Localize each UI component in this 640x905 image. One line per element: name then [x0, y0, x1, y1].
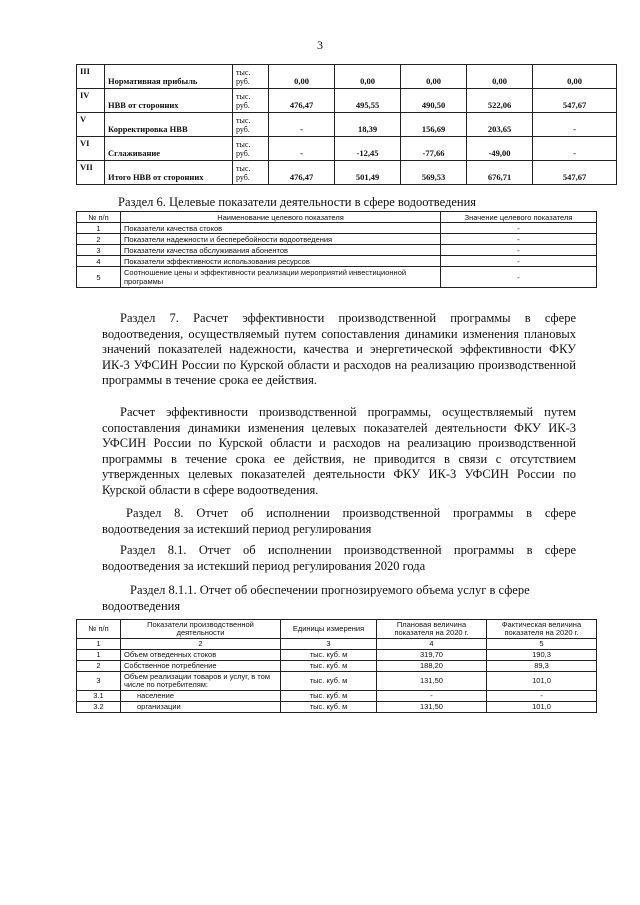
- row-number: VII: [77, 161, 105, 185]
- row-value: 490,50: [401, 89, 467, 113]
- row-unit: тыс. руб.: [233, 65, 269, 89]
- row-fact: 89,3: [487, 661, 597, 672]
- row-value: -77,66: [401, 137, 467, 161]
- row-fact: 101,0: [487, 702, 597, 713]
- row-value: 0,00: [269, 65, 335, 89]
- table-row: [77, 161, 617, 185]
- row-name: Соотношение цены и эффективности реализации мероприятий инвестиционной программы: [121, 267, 441, 288]
- row-value: 547,67: [533, 161, 617, 185]
- row-number: IV: [77, 89, 105, 113]
- row-number: 3: [77, 245, 121, 256]
- row-value: -49,00: [467, 137, 533, 161]
- row-plan: 131,50: [377, 672, 487, 691]
- row-value: -12,45: [335, 137, 401, 161]
- section81-heading: Раздел 8.1. Отчет об исполнении производственной программы в сфере водоотведения за истекший период регулирования 2020 года: [102, 543, 576, 573]
- row-unit: тыс. руб.: [233, 113, 269, 137]
- row-number: 3.1: [77, 691, 121, 702]
- row-value: 0,00: [533, 65, 617, 89]
- column-number: 1: [77, 639, 121, 650]
- service-volume-table: [76, 619, 597, 713]
- row-number: 3.2: [77, 702, 121, 713]
- row-number: 5: [77, 267, 121, 288]
- header-value: Значение целевого показателя: [441, 212, 597, 223]
- row-name: население: [121, 691, 281, 702]
- row-value: -: [441, 267, 597, 288]
- column-number: 4: [377, 639, 487, 650]
- row-value: -: [269, 137, 335, 161]
- row-value: 476,47: [269, 89, 335, 113]
- column-number: 2: [121, 639, 281, 650]
- row-value: 476,47: [269, 161, 335, 185]
- row-value: 18,39: [335, 113, 401, 137]
- section811-heading: [102, 583, 576, 614]
- row-plan: 131,50: [377, 702, 487, 713]
- row-value: 569,53: [401, 161, 467, 185]
- financial-table: [76, 64, 617, 185]
- section6-heading: Раздел 6. Целевые показатели деятельности в сфере водоотведения: [118, 195, 477, 209]
- row-value: -: [441, 234, 597, 245]
- row-number: VI: [77, 137, 105, 161]
- row-plan: 188,20: [377, 661, 487, 672]
- table-header-row: [77, 620, 597, 639]
- row-value: -: [441, 223, 597, 234]
- section811-heading-line2: водоотведения: [102, 598, 181, 613]
- row-unit: тыс. куб. м: [281, 661, 377, 672]
- row-number: 4: [77, 256, 121, 267]
- row-fact: 190,3: [487, 650, 597, 661]
- header-cell: Плановая величина показателя на 2020 г.: [377, 620, 487, 639]
- row-unit: тыс. руб.: [233, 161, 269, 185]
- table-row: [77, 223, 597, 234]
- row-value: 547,67: [533, 89, 617, 113]
- row-number: V: [77, 113, 105, 137]
- target-indicators-table: [76, 211, 597, 288]
- row-name: Сглаживание: [105, 137, 233, 161]
- row-name: Объем отведенных стоков: [121, 650, 281, 661]
- row-unit: тыс. руб.: [233, 89, 269, 113]
- row-value: 495,55: [335, 89, 401, 113]
- table-row: [77, 672, 597, 691]
- row-number: 3: [77, 672, 121, 691]
- page-number: 3: [317, 38, 323, 52]
- row-name: Нормативная прибыль: [105, 65, 233, 89]
- row-fact: 101,0: [487, 672, 597, 691]
- header-name: Наименование целевого показателя: [121, 212, 441, 223]
- row-value: -: [269, 113, 335, 137]
- row-value: 0,00: [467, 65, 533, 89]
- row-value: -: [533, 113, 617, 137]
- row-number: 2: [77, 234, 121, 245]
- table-row: [77, 256, 597, 267]
- header-num: № п/п: [77, 212, 121, 223]
- section8-heading: Раздел 8. Отчет об исполнении производственной программы в сфере водоотведения за истекший период регулирования: [102, 506, 576, 536]
- row-plan: -: [377, 691, 487, 702]
- row-value: 156,69: [401, 113, 467, 137]
- row-name: Собственное потребление: [121, 661, 281, 672]
- row-value: 0,00: [401, 65, 467, 89]
- row-plan: 319,70: [377, 650, 487, 661]
- table-row: [77, 65, 617, 89]
- row-value: -: [533, 137, 617, 161]
- table-row: [77, 691, 597, 702]
- table-row: [77, 650, 597, 661]
- row-value: 203,65: [467, 113, 533, 137]
- column-number-row: [77, 639, 597, 650]
- row-number: 2: [77, 661, 121, 672]
- table-row: [77, 113, 617, 137]
- row-name: Корректировка НВВ: [105, 113, 233, 137]
- column-number: 5: [487, 639, 597, 650]
- row-number: 1: [77, 650, 121, 661]
- table-row: [77, 661, 597, 672]
- row-value: 676,71: [467, 161, 533, 185]
- table-row: [77, 234, 597, 245]
- row-number: III: [77, 65, 105, 89]
- row-unit: тыс. куб. м: [281, 650, 377, 661]
- table-header-row: [77, 212, 597, 223]
- header-cell: Единицы измерения: [281, 620, 377, 639]
- row-name: Показатели качества обслуживания абонентов: [121, 245, 441, 256]
- row-name: Показатели надежности и бесперебойности водоотведения: [121, 234, 441, 245]
- section811-heading-line1: Раздел 8.1.1. Отчет об обеспечении прогнозируемого объема услуг в сфере: [130, 583, 530, 597]
- row-name: организации: [121, 702, 281, 713]
- row-name: Итого НВВ от сторонних: [105, 161, 233, 185]
- row-name: Объем реализации товаров и услуг, в том числе по потребителям:: [121, 672, 281, 691]
- row-value: 501,49: [335, 161, 401, 185]
- header-cell: № п/п: [77, 620, 121, 639]
- table-row: [77, 267, 597, 288]
- row-name: НВВ от сторонних: [105, 89, 233, 113]
- row-unit: тыс. куб. м: [281, 672, 377, 691]
- row-unit: тыс. куб. м: [281, 702, 377, 713]
- header-cell: Фактическая величина показателя на 2020 г.: [487, 620, 597, 639]
- row-fact: -: [487, 691, 597, 702]
- row-number: 1: [77, 223, 121, 234]
- row-unit: тыс. руб.: [233, 137, 269, 161]
- row-unit: тыс. куб. м: [281, 691, 377, 702]
- section7-paragraph1: Раздел 7. Расчет эффективности производственной программы в сфере водоотведения, осуществляемый путем сопоставления динамики изменения плановых значений показателей надежности, качества и энергетической эффективности ФКУ ИК-3 УФСИН России по Курской области и расходов на реализацию производственной программы в течение срока ее действия.: [102, 311, 576, 387]
- column-number: 3: [281, 639, 377, 650]
- section7-paragraph2: Расчет эффективности производственной программы, осуществляемый путем сопоставления динамики изменения целевых показателей деятельности ФКУ ИК-3 УФСИН России по Курской области и расходов на реализацию производственной программы в течение срока ее действия, не приводится в связи с отсутствием утвержденных целевых показателей деятельности ФКУ ИК-3 УФСИН России по Курской области в сфере водоотведения.: [102, 405, 576, 497]
- row-value: -: [441, 256, 597, 267]
- row-name: Показатели качества стоков: [121, 223, 441, 234]
- row-value: 0,00: [335, 65, 401, 89]
- row-value: -: [441, 245, 597, 256]
- row-name: Показатели эффективности использования ресурсов: [121, 256, 441, 267]
- header-cell: Показатели производственной деятельности: [121, 620, 281, 639]
- table-row: [77, 702, 597, 713]
- table-row: [77, 89, 617, 113]
- row-value: 522,06: [467, 89, 533, 113]
- table-row: [77, 245, 597, 256]
- table-row: [77, 137, 617, 161]
